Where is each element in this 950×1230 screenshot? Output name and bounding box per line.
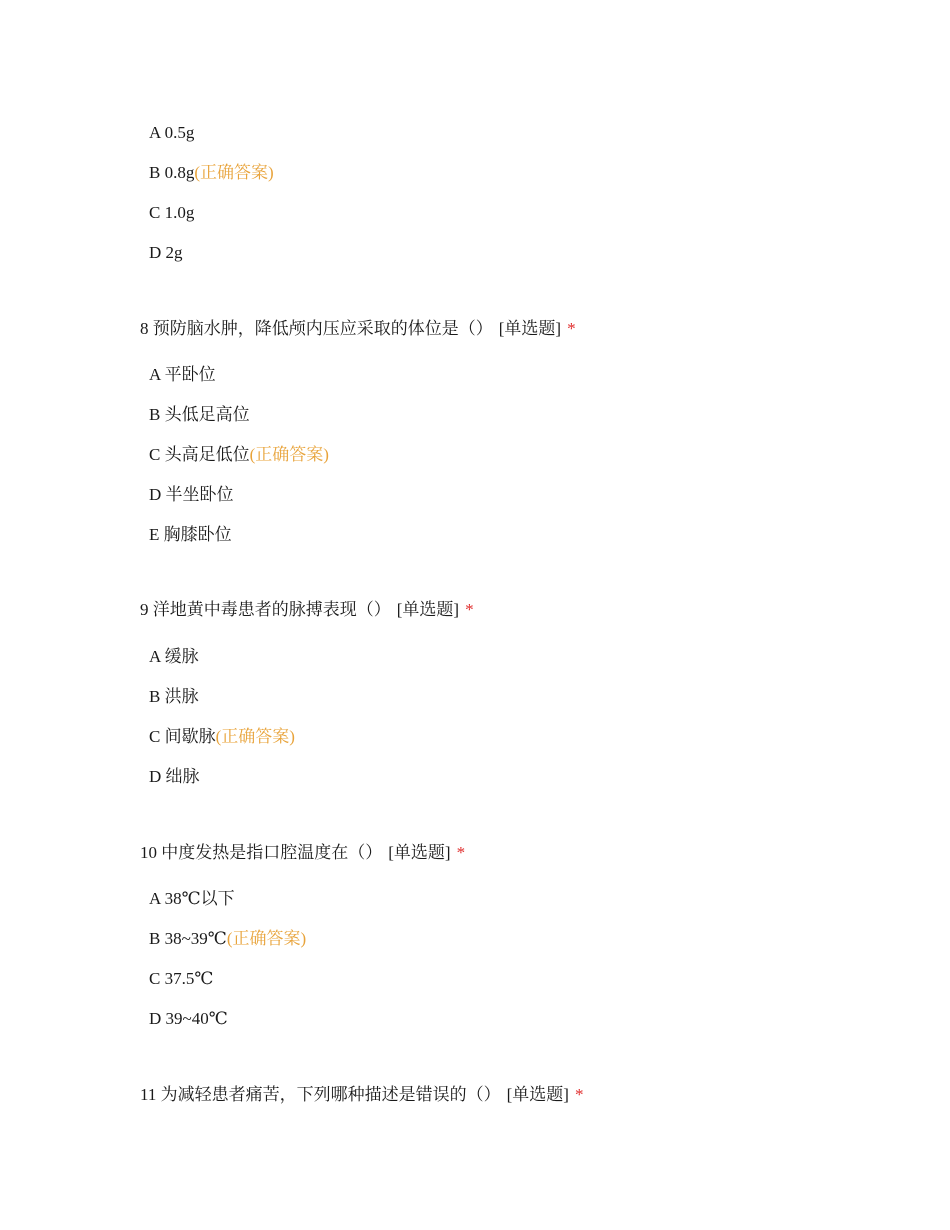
option-d[interactable] [149, 1008, 228, 1030]
option-a[interactable] [149, 122, 194, 144]
option-text: B 洪脉 [149, 687, 199, 706]
option-text: C 1.0g [149, 203, 195, 222]
question-text: 8 预防脑水肿，降低颅内压应采取的体位是（） [140, 319, 493, 338]
required-marker: * [567, 319, 576, 338]
option-c[interactable] [149, 726, 295, 748]
question-type: [单选题] [388, 843, 451, 862]
option-text: D 39~40℃ [149, 1009, 228, 1028]
option-c[interactable] [149, 968, 213, 990]
option-text: B 38~39℃ [149, 929, 227, 948]
option-e[interactable] [149, 524, 232, 546]
option-b[interactable] [149, 404, 250, 426]
question-type: [单选题] [396, 600, 460, 619]
option-text: A 38℃以下 [149, 889, 235, 908]
option-a[interactable] [149, 364, 216, 386]
question-text: 9 洋地黄中毒患者的脉搏表现（） [140, 600, 391, 619]
option-d[interactable] [149, 242, 183, 264]
option-a[interactable] [149, 888, 235, 910]
question-type: [单选题] [506, 1085, 569, 1104]
question-text: 11 为减轻患者痛苦，下列哪种描述是错误的（） [140, 1085, 501, 1104]
option-text: C 间歇脉 [149, 727, 216, 746]
option-text: A 平卧位 [149, 365, 216, 384]
option-d[interactable] [149, 766, 200, 788]
option-text: B 头低足高位 [149, 405, 250, 424]
option-text: D 绌脉 [149, 767, 200, 786]
required-marker: * [456, 843, 466, 862]
question-text: 10 中度发热是指口腔温度在（） [140, 843, 383, 862]
option-b[interactable] [149, 162, 274, 184]
option-d[interactable] [149, 484, 234, 506]
option-text: C 37.5℃ [149, 969, 214, 988]
question-title-10 [140, 842, 465, 864]
required-marker: * [574, 1085, 584, 1104]
correct-answer-tag: (正确答案) [215, 727, 295, 746]
question-type: [单选题] [498, 319, 562, 338]
option-text: E 胸膝卧位 [149, 525, 232, 544]
option-text: A 缓脉 [149, 647, 199, 666]
correct-answer-tag: (正确答案) [194, 163, 274, 182]
option-c[interactable] [149, 202, 194, 224]
correct-answer-tag: (正确答案) [226, 929, 307, 948]
question-title-11 [140, 1084, 583, 1106]
question-title-9 [140, 599, 474, 621]
option-text: D 半坐卧位 [149, 485, 234, 504]
option-text: A 0.5g [149, 123, 195, 142]
required-marker: * [465, 600, 474, 619]
option-text: C 头高足低位 [149, 445, 250, 464]
option-b[interactable] [149, 686, 199, 708]
correct-answer-tag: (正确答案) [249, 445, 329, 464]
question-title-8 [140, 318, 576, 340]
option-c[interactable] [149, 444, 329, 466]
option-a[interactable] [149, 646, 199, 668]
option-text: B 0.8g [149, 163, 195, 182]
option-text: D 2g [149, 243, 183, 262]
option-b[interactable] [149, 928, 306, 950]
